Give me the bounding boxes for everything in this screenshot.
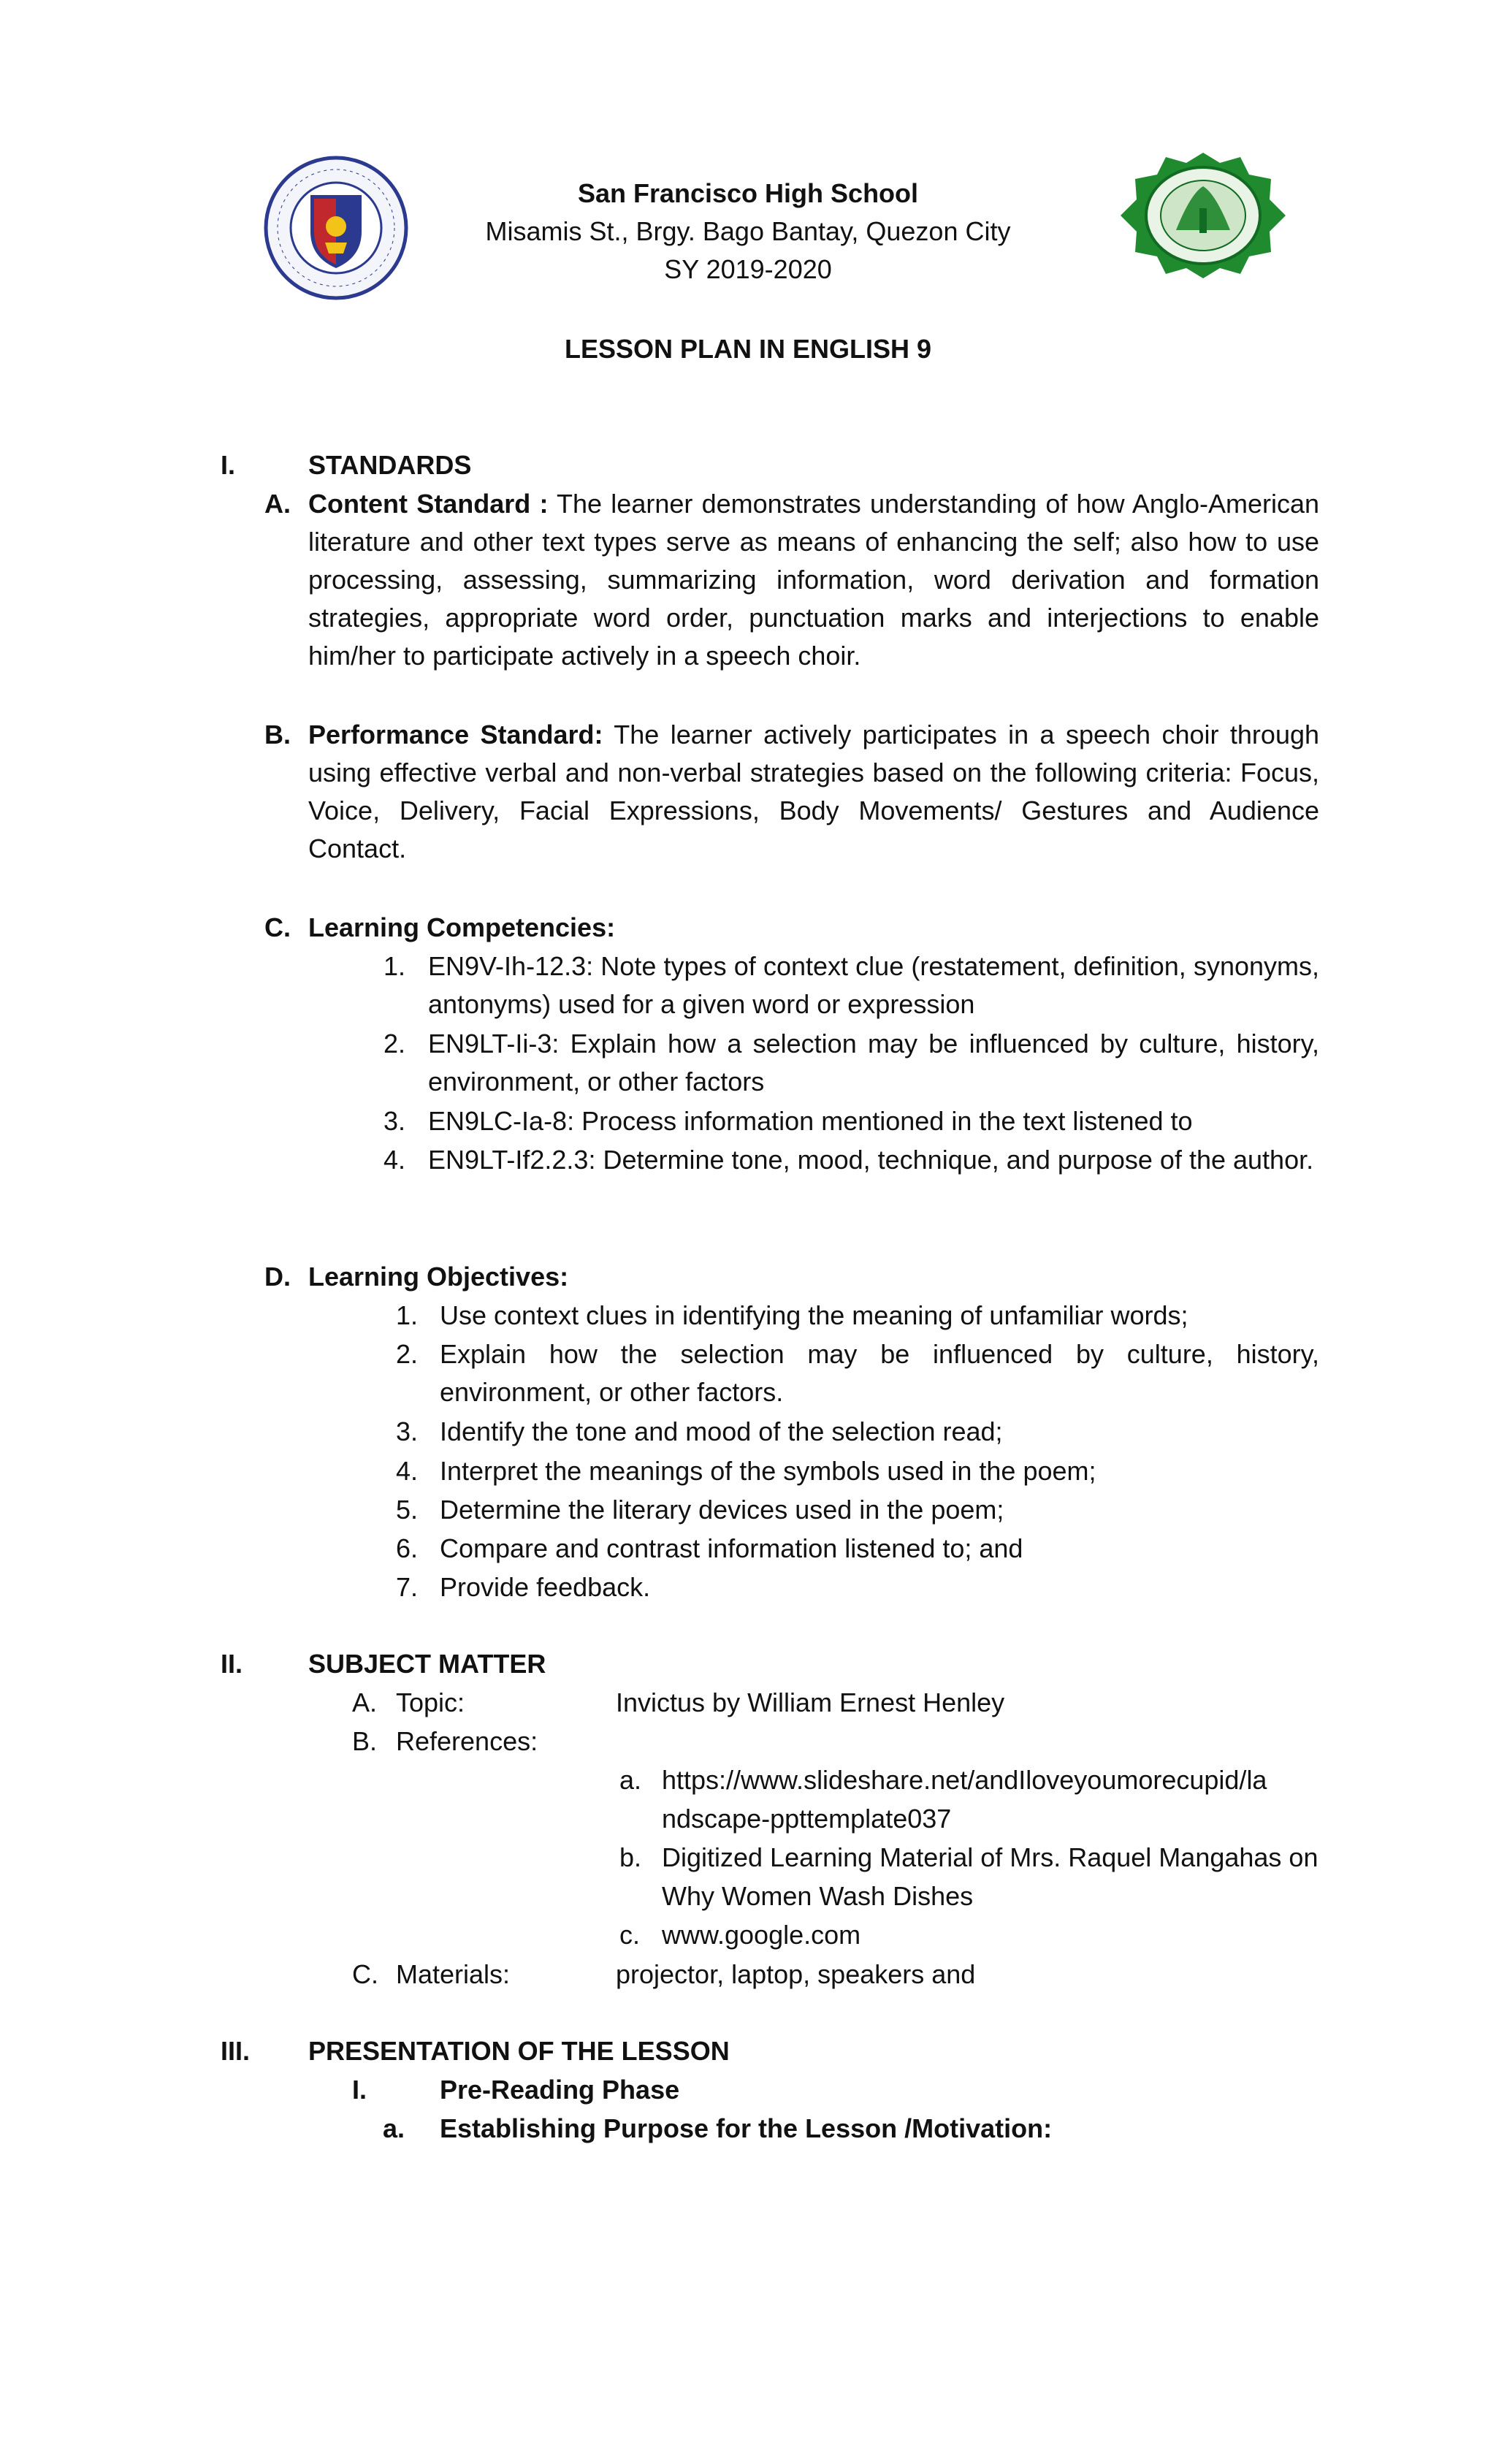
competency-number: 3. <box>383 1106 406 1136</box>
topic-value: Invictus by William Ernest Henley <box>616 1687 1005 1717</box>
content-standard-paragraph <box>308 485 1319 675</box>
materials-label: Materials: <box>396 1959 511 1989</box>
reference-line: https://www.slideshare.net/andIloveyoumorecupid/la <box>662 1765 1267 1795</box>
objective-item: Explain how the selection may be influenced by culture, history, environment, or other factors. <box>440 1339 1319 1407</box>
reference-number: a. <box>619 1765 642 1795</box>
section-heading-presentation: PRESENTATION OF THE LESSON <box>308 2036 730 2066</box>
competency-item: EN9LT-Ii-3: Explain how a selection may be influenced by culture, history, environment, or other factors <box>428 1029 1319 1096</box>
objective-number: 5. <box>396 1495 419 1525</box>
objective-item: Compare and contrast information listened to; and <box>440 1533 1023 1563</box>
school-address: Misamis St., Brgy. Bago Bantay, Quezon City <box>485 216 1011 246</box>
performance-standard-letter: B. <box>264 720 291 750</box>
competencies-heading: Learning Competencies: <box>308 912 616 942</box>
objective-number: 3. <box>396 1416 419 1446</box>
objective-number: 4. <box>396 1456 419 1486</box>
topic-letter: A. <box>352 1687 378 1717</box>
references-letter: B. <box>352 1726 378 1756</box>
phase-numeral: I. <box>352 2075 367 2105</box>
content-standard-label: Content Standard : <box>308 489 549 519</box>
materials-letter: C. <box>352 1959 378 1989</box>
objectives-heading: Learning Objectives: <box>308 1262 569 1292</box>
objective-number: 6. <box>396 1533 419 1563</box>
content-standard-text: The learner demonstrates understanding of how Anglo-American literature and other text types serve as means of enhancing the self; also how to use processing, assessing, summarizing information, word derivation and formation strategies, appropriate word order, punctuation marks and interjections to enable him/her to participate actively in a speech choir. <box>308 489 1320 671</box>
objective-number: 1. <box>396 1300 419 1330</box>
reference-number: b. <box>619 1842 642 1872</box>
references-label: References: <box>396 1726 538 1756</box>
objective-number: 7. <box>396 1572 419 1602</box>
performance-standard-label: Performance Standard: <box>308 720 603 750</box>
section-heading-subject-matter: SUBJECT MATTER <box>308 1649 546 1679</box>
section-numeral-standards: I. <box>221 450 236 480</box>
competency-item: EN9V-Ih-12.3: Note types of context clue (restatement, definition, synonyms, antonyms) used for a given word or expression <box>428 951 1319 1019</box>
competency-number: 4. <box>383 1145 406 1175</box>
reference-line: www.google.com <box>662 1920 861 1950</box>
topic-label: Topic: <box>396 1687 465 1717</box>
reference-line: Digitized Learning Material of Mrs. Raquel Mangahas on <box>662 1842 1318 1872</box>
reference-line: Why Women Wash Dishes <box>662 1881 974 1911</box>
competency-number: 1. <box>383 951 406 981</box>
section-numeral-subject-matter: II. <box>221 1649 243 1679</box>
objective-item: Interpret the meanings of the symbols used in the poem; <box>440 1456 1096 1486</box>
performance-standard-text: The learner actively participates in a speech choir through using effective verbal and non-verbal strategies based on the following criteria: Focus, Voice, Delivery, Facial Expressions, Body Movements/ Gestures and Audience Contact. <box>308 720 1320 863</box>
sub-letter: a. <box>383 2113 405 2143</box>
objective-item: Identify the tone and mood of the selection read; <box>440 1416 1003 1446</box>
performance-standard-paragraph <box>308 716 1319 868</box>
content-standard-letter: A. <box>264 489 291 519</box>
page-title: LESSON PLAN IN ENGLISH 9 <box>564 334 932 364</box>
objective-item: Provide feedback. <box>440 1572 651 1602</box>
competency-item: EN9LC-Ia-8: Process information mentioned in the text listened to <box>428 1106 1193 1136</box>
objective-item: Determine the literary devices used in the poem; <box>440 1495 1004 1525</box>
sub-label: Establishing Purpose for the Lesson /Motivation: <box>440 2113 1053 2143</box>
materials-value: projector, laptop, speakers and <box>616 1959 976 1989</box>
competency-number: 2. <box>383 1029 406 1059</box>
objectives-letter: D. <box>264 1262 291 1292</box>
competencies-letter: C. <box>264 912 291 942</box>
competency-item: EN9LT-If2.2.3: Determine tone, mood, technique, and purpose of the author. <box>428 1145 1314 1175</box>
reference-line: ndscape-ppttemplate037 <box>662 1804 952 1834</box>
phase-label: Pre-Reading Phase <box>440 2075 680 2105</box>
objective-item: Use context clues in identifying the meaning of unfamiliar words; <box>440 1300 1188 1330</box>
school-name: San Francisco High School <box>577 178 919 208</box>
section-numeral-presentation: III. <box>221 2036 251 2066</box>
reference-number: c. <box>619 1920 641 1950</box>
school-year: SY 2019-2020 <box>664 254 832 284</box>
objective-number: 2. <box>396 1339 419 1369</box>
section-heading-standards: STANDARDS <box>308 450 472 480</box>
